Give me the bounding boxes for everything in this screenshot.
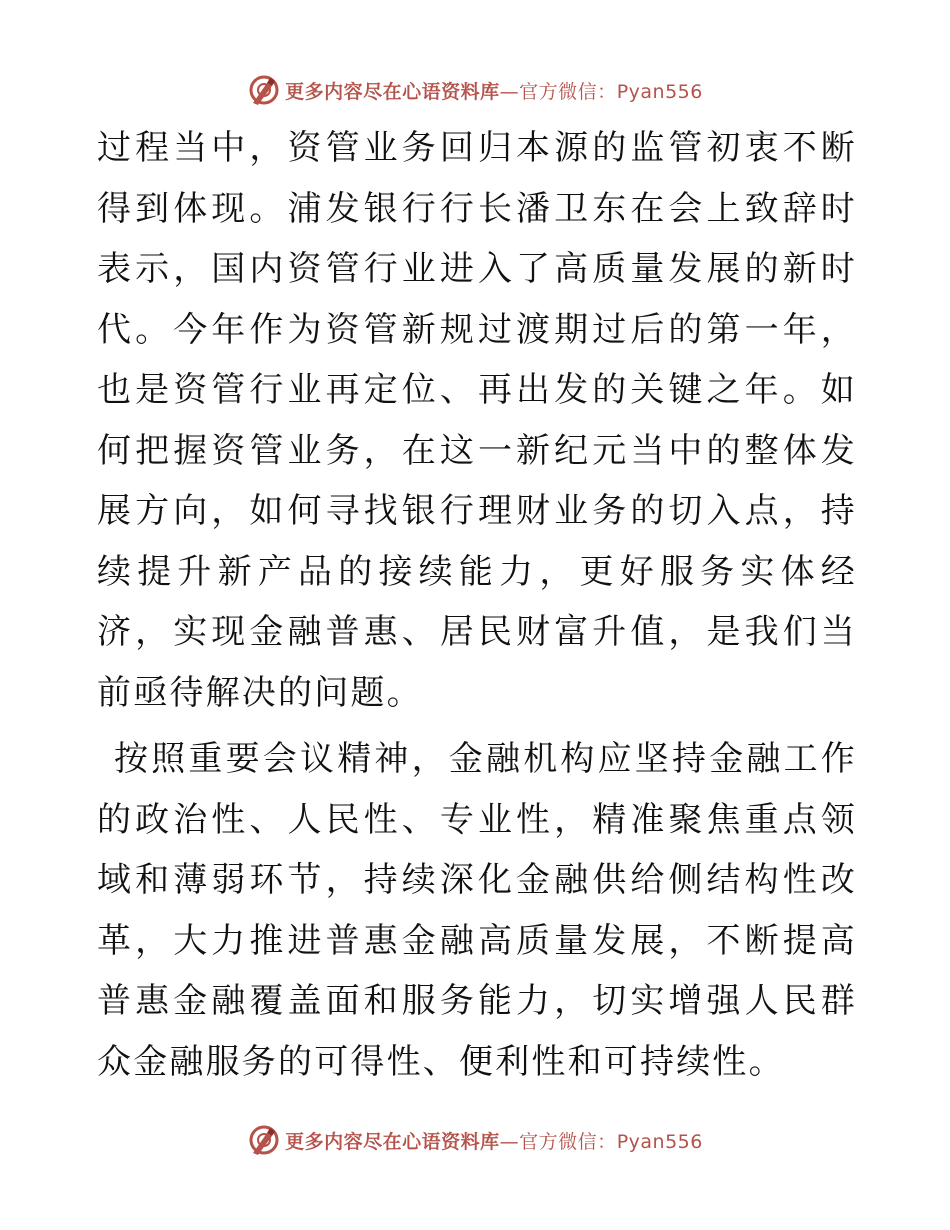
pen-logo-icon [247,73,281,107]
banner-separator: — [499,1130,520,1153]
header-banner [0,70,950,110]
banner-text [285,77,703,104]
paragraph-2: 按照重要会议精神，金融机构应坚持金融工作的政治性、人民性、专业性，精准聚焦重点领域和薄弱环节，持续深化金融供给侧结构性改革，大力推进普惠金融高质量发展，不断提高普惠金融覆盖面和服务能力，切实增强人民群众金融服务的可得性、便利性和可持续性。 [97,739,857,1082]
wechat-id: Pyan556 [616,80,703,103]
banner-text [285,1127,703,1154]
document-body [97,118,857,1092]
pen-logo-icon [247,1123,281,1157]
banner-separator: — [499,80,520,103]
wechat-label: 官方微信： [519,1130,617,1153]
paragraph-1: 过程当中，资管业务回归本源的监管初衷不断得到体现。浦发银行行长潘卫东在会上致辞时表示，国内资管行业进入了高质量发展的新时代。今年作为资管新规过渡期过后的第一年，也是资管行业再定位、再出发的关键之年。如何把握资管业务，在这一新纪元当中的整体发展方向，如何寻找银行理财业务的切入点，持续提升新产品的接续能力，更好服务实体经济，实现金融普惠、居民财富升值，是我们当前亟待解决的问题。 [97,128,857,713]
site-name: 更多内容尽在心语资料库 [285,80,500,103]
site-name: 更多内容尽在心语资料库 [285,1130,500,1153]
wechat-label: 官方微信： [519,80,617,103]
wechat-id: Pyan556 [616,1130,703,1153]
footer-banner [0,1120,950,1160]
